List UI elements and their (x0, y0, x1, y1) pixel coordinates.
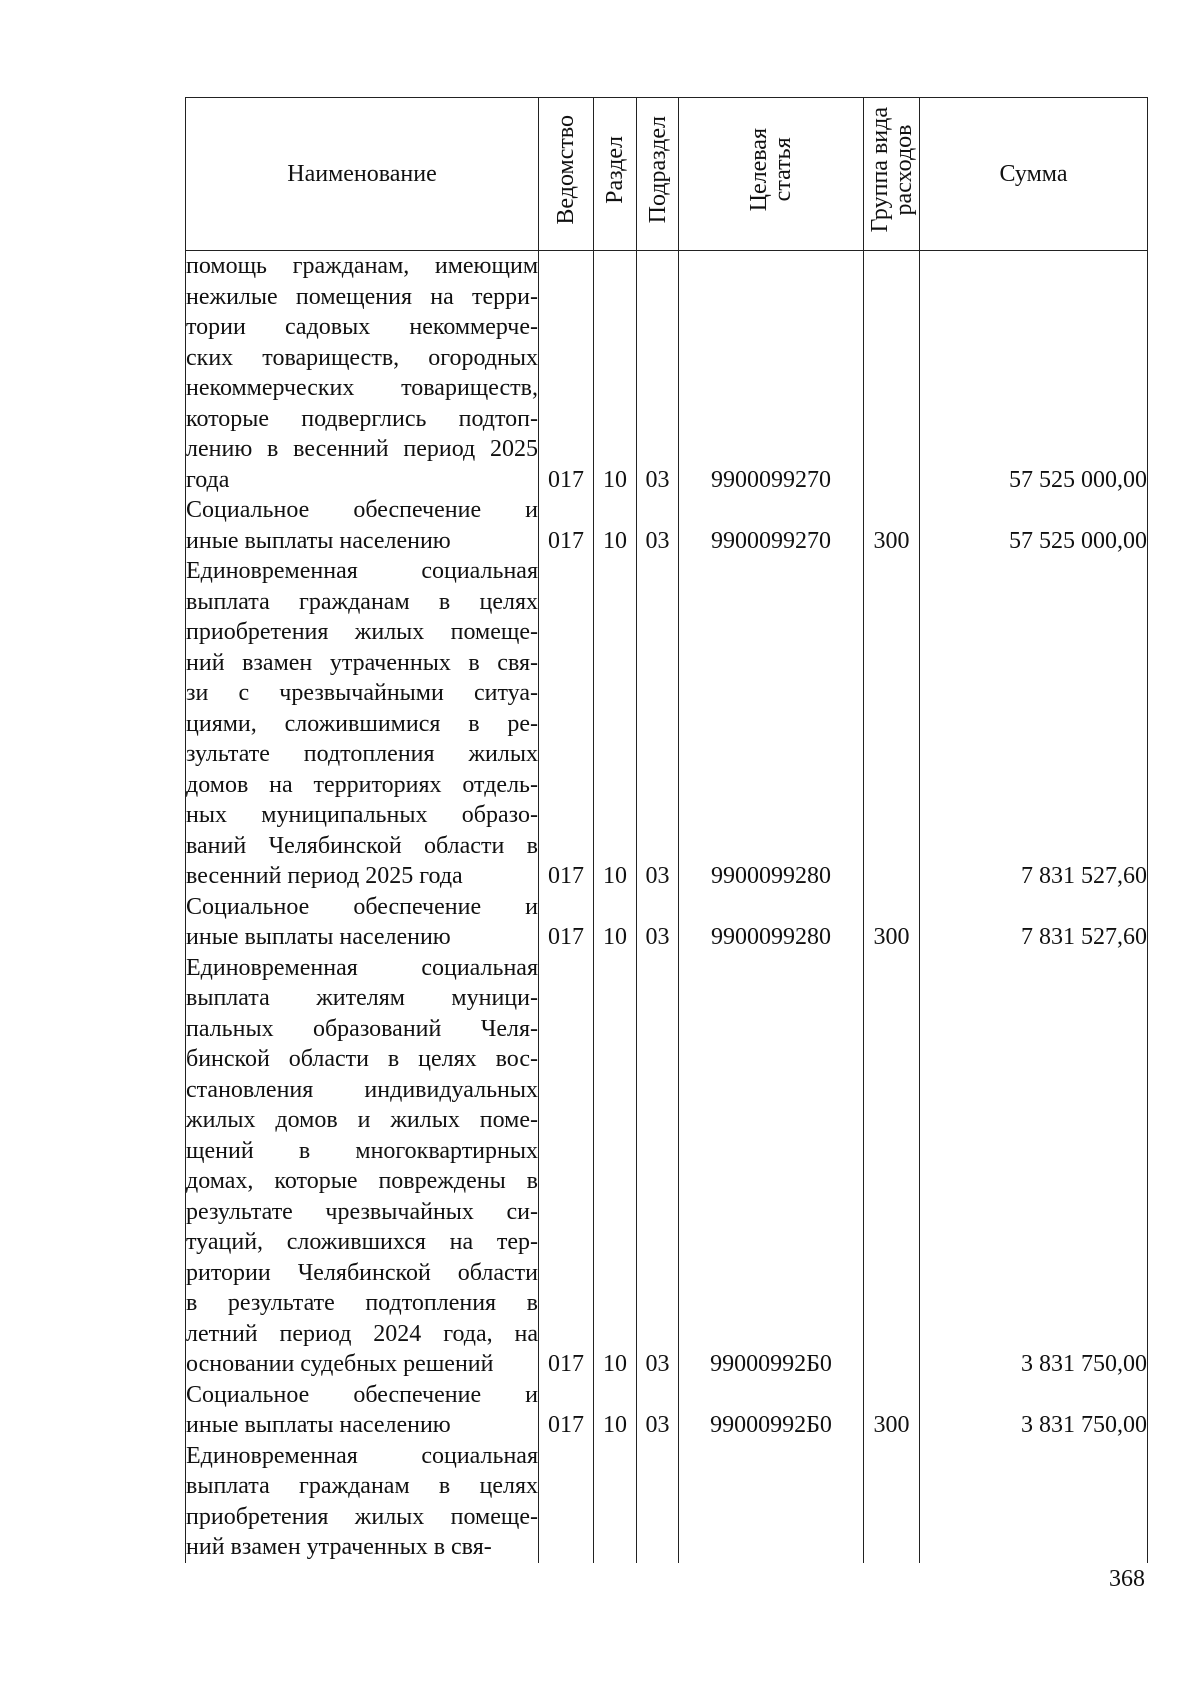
cell-subsection: 03 (637, 556, 679, 892)
cell-name (186, 892, 539, 953)
cell-department: 017 (539, 556, 594, 892)
name-line: иные выплаты населению (186, 924, 451, 950)
cell-sum: 7 831 527,60 (920, 556, 1148, 892)
name-line: циями, сложившимися в ре- (186, 710, 538, 737)
cell-department: 017 (539, 495, 594, 556)
cell-subsection: 03 (637, 251, 679, 496)
name-line: туаций, сложившихся на тер- (186, 1229, 538, 1255)
cell-section: 10 (594, 892, 637, 953)
cell-subsection: 03 (637, 1380, 679, 1441)
name-line: пальных образований Челя- (186, 1015, 538, 1042)
cell-department: 017 (539, 251, 594, 496)
cell-target: 9900099270 (679, 251, 864, 496)
name-line: зультате подтопления жилых (186, 741, 538, 767)
cell-section: 10 (594, 556, 637, 892)
header-group-line1: Группа вида (866, 107, 893, 233)
cell-target: 9900099270 (679, 495, 864, 556)
header-subsection (637, 98, 679, 251)
cell-section: 10 (594, 495, 637, 556)
name-line: жилых домов и жилых поме- (186, 1107, 538, 1133)
table-row (186, 1380, 1148, 1441)
table-header (186, 98, 1148, 251)
table-row (186, 556, 1148, 892)
cell-target: 9900099280 (679, 892, 864, 953)
name-line: года (186, 466, 230, 493)
header-sum (920, 98, 1148, 251)
name-line: Единовременная социальная (186, 558, 538, 584)
cell-group (864, 1441, 920, 1563)
table-row (186, 953, 1148, 1380)
table-row (186, 251, 1148, 496)
table-row (186, 1441, 1148, 1563)
name-line: иные выплаты населению (186, 1412, 451, 1438)
name-line: Единовременная социальная (186, 1442, 538, 1469)
cell-section (594, 1441, 637, 1563)
cell-name (186, 495, 539, 556)
cell-department: 017 (539, 1380, 594, 1441)
cell-sum: 3 831 750,00 (920, 953, 1148, 1380)
cell-group (864, 953, 920, 1380)
cell-subsection: 03 (637, 892, 679, 953)
header-group-label (868, 107, 916, 232)
name-line: помощь гражданам, имеющим (186, 253, 538, 279)
name-line: в результате подтопления в (186, 1290, 538, 1316)
name-line: результате чрезвычайных си- (186, 1198, 538, 1225)
name-line: весенний период 2025 года (186, 863, 463, 889)
cell-group: 300 (864, 1380, 920, 1441)
name-line: приобретения жилых помеще- (186, 1503, 538, 1530)
cell-section: 10 (594, 251, 637, 496)
header-section-label: Раздел (602, 135, 628, 204)
header-target-line2: статья (770, 137, 796, 202)
name-line: тории садовых некоммерче- (186, 314, 538, 340)
cell-department (539, 1441, 594, 1563)
cell-subsection: 03 (637, 495, 679, 556)
cell-target: 9900099280 (679, 556, 864, 892)
table-row (186, 892, 1148, 953)
name-line: становления индивидуальных (186, 1076, 538, 1103)
cell-name (186, 953, 539, 1380)
name-line: выплата жителям муници- (186, 985, 538, 1011)
name-line: бинской области в целях вос- (186, 1046, 538, 1072)
name-line: Социальное обеспечение и (186, 893, 538, 920)
table-row (186, 495, 1148, 556)
cell-target: 99000992Б0 (679, 953, 864, 1380)
name-line: ных муниципальных образо- (186, 802, 538, 828)
name-line: щений в многоквартирных (186, 1137, 538, 1164)
cell-sum: 57 525 000,00 (920, 495, 1148, 556)
name-line: основании судебных решений (186, 1351, 494, 1377)
cell-subsection: 03 (637, 953, 679, 1380)
cell-name (186, 1441, 539, 1563)
cell-department: 017 (539, 953, 594, 1380)
cell-sum: 57 525 000,00 (920, 251, 1148, 496)
cell-name (186, 251, 539, 496)
cell-subsection (637, 1441, 679, 1563)
budget-table (185, 97, 1148, 1563)
cell-sum (920, 1441, 1148, 1563)
name-line: домах, которые повреждены в (186, 1168, 538, 1194)
header-department (539, 98, 594, 251)
cell-name (186, 1380, 539, 1441)
page-number: 368 (1109, 1566, 1145, 1592)
cell-department: 017 (539, 892, 594, 953)
header-section (594, 98, 637, 251)
cell-name (186, 556, 539, 892)
cell-sum: 3 831 750,00 (920, 1380, 1148, 1441)
cell-group (864, 251, 920, 496)
header-name-label: Наименование (287, 160, 437, 187)
name-line: ний взамен утраченных в свя- (186, 1534, 492, 1560)
name-line: нежилые помещения на терри- (186, 283, 538, 310)
header-sum-label: Сумма (999, 160, 1068, 187)
table-body (186, 251, 1148, 1563)
name-line: летний период 2024 года, на (186, 1320, 538, 1347)
cell-section: 10 (594, 953, 637, 1380)
name-line: ний взамен утраченных в свя- (186, 649, 538, 676)
cell-group: 300 (864, 495, 920, 556)
header-target (679, 98, 864, 251)
cell-target: 99000992Б0 (679, 1380, 864, 1441)
header-department-label: Ведомство (553, 114, 579, 225)
name-line: домов на территориях отдель- (186, 771, 538, 798)
name-line: которые подверглись подтоп- (186, 405, 538, 432)
name-line: Социальное обеспечение и (186, 497, 538, 523)
name-line: некоммерческих товариществ, (186, 375, 538, 401)
name-line: ваний Челябинской области в (186, 832, 538, 859)
name-line: ских товариществ, огородных (186, 344, 538, 371)
name-line: зи с чрезвычайными ситуа- (186, 680, 538, 706)
name-line: приобретения жилых помеще- (186, 619, 538, 645)
header-group (864, 98, 920, 251)
name-line: выплата гражданам в целях (186, 588, 538, 615)
header-name (186, 98, 539, 251)
name-line: иные выплаты населению (186, 527, 451, 554)
name-line: Социальное обеспечение и (186, 1381, 538, 1408)
cell-sum: 7 831 527,60 (920, 892, 1148, 953)
cell-group (864, 556, 920, 892)
name-line: ритории Челябинской области (186, 1259, 538, 1286)
name-line: Единовременная социальная (186, 954, 538, 981)
name-line: выплата гражданам в целях (186, 1473, 538, 1499)
header-target-line1: Целевая (746, 128, 772, 212)
cell-target (679, 1441, 864, 1563)
name-line: лению в весенний период 2025 (186, 436, 538, 462)
cell-group: 300 (864, 892, 920, 953)
header-subsection-label: Подраздел (644, 116, 671, 224)
header-group-line2: расходов (890, 124, 917, 216)
cell-section: 10 (594, 1380, 637, 1441)
header-target-label (747, 128, 795, 211)
